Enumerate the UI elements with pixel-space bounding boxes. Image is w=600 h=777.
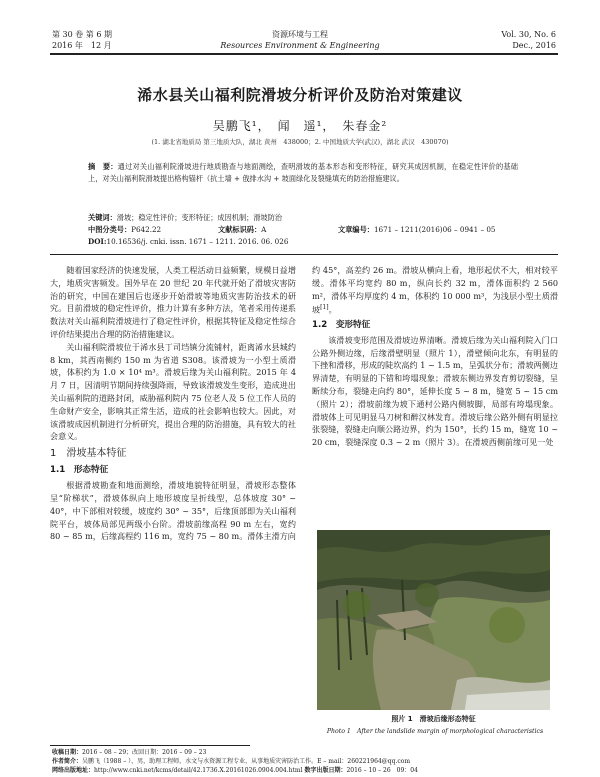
header-rule xyxy=(50,53,558,55)
footnote-author xyxy=(52,757,410,766)
journal-title-en: Resources Environment & Engineering xyxy=(220,41,380,50)
online-label: 网络出版地址： xyxy=(52,767,95,774)
clc-number xyxy=(88,224,161,235)
article-label: 文章编号： xyxy=(338,225,374,234)
intro-paragraph-1: 随着国家经济的快速发展，人类工程活动日益频繁，规模日益增大，地质灾害频发。国外早在 20 世纪 20 年代就开始了滑坡灾害防治的研究，中国在建国后也逐步开始滑坡等地质灾害防治技术的研究。目前滑坡的稳定性评价，推力计算有多种方法，笔者采用传递系数法对关山福利院滑坡进行了稳定性评价，根据其特征及稳定性综合评价结果提出合理的防治措施建议。 xyxy=(50,265,296,339)
date-left: 2016 年 12 月 xyxy=(52,41,112,50)
continued-text: 约 45°，高差约 26 m。滑坡从横向上看，地形起伏不大，相对较平缓。滑体平均宽约 80 m，纵向长约 32 m，滑体面积约 2 560 m²，滑体平均厚度约 4 m，体积约 10 000 m³，为浅层小型土质滑坡 xyxy=(312,265,558,316)
continued-paragraph: 约 45°，高差约 26 m。滑坡从横向上看，地形起伏不大，相对较平缓。滑体平均宽约 80 m，纵向长约 32 m，滑体面积约 2 560 m²，滑体平均厚度约 4 m，体积约 10 000 m³，为浅层小型土质滑坡[1]。 xyxy=(312,265,558,316)
doc-value: A xyxy=(261,225,267,234)
photo-caption-cn: 照片 1 滑坡后缘形态特征 xyxy=(391,715,476,723)
photo-caption-en: Photo 1 After the landslide margin of morphological characteristics xyxy=(326,728,544,735)
keywords xyxy=(88,212,518,223)
section-1-2-paragraph: 该滑坡变形范围及滑坡边界清晰。滑坡后缘为关山福利院入门口公路外侧边缘，后缘滑壁明显（照片 1），滑壁倾向北东，有明显的下挫和滑移，形成的陡坎高约 1 ~ 1.5 m，呈弧状分布；滑坡两侧边界清楚，有明显的下错和垮塌现象；滑坡东侧边界发育剪切裂缝，呈断续分布，裂缝走向约 80°，延伸长度 5 ~ 8 m，缝宽 5 ~ 15 cm（照片 2）；滑坡前缘为坡下通村公路内侧坡脚，局部有垮塌现象。滑坡体上可见明显马刀树和醉汉林发育。滑坡后缘公路外侧有明显拉张裂缝，裂缝走向顺公路边界，约为 150°，长约 15 m，缝宽 10 ~ 20 cm，裂缝深度 0.3 ~ 2 m（照片 3）。在滑坡西侧前缘可见一处 xyxy=(312,334,558,448)
abstract-text: 通过对关山福利院滑坡进行地质勘查与地面测绘，查明滑坡的基本形态和变形特征，研究其成因机制，在稳定性评价的基础上，对关山福利院滑坡提出格构锚杆（抗土墙 + 戗排水沟 + 坡面绿化及裂缝填充的防治措施建议。 xyxy=(88,162,518,183)
section-1-1-heading: 1.1 形态特征 xyxy=(50,465,109,476)
keywords-text: 滑坡；稳定性评价；变形特征；成因机制；滑坡防治 xyxy=(116,213,283,222)
footnote-online xyxy=(52,766,418,775)
document-code xyxy=(218,224,266,235)
affiliation: (1. 湖北省地质局 第三地质大队，湖北 黄州 438000；2. 中国地质大学(武汉)，湖北 武汉 430070) xyxy=(151,138,449,146)
doi xyxy=(88,236,288,247)
left-column xyxy=(50,264,296,543)
right-column xyxy=(312,264,558,449)
doc-label: 文献标识码： xyxy=(218,225,262,234)
footnote-rule xyxy=(50,745,250,746)
online-time-label: 数字出版日期： xyxy=(304,767,347,774)
author-bio-label: 作者简介： xyxy=(52,758,83,765)
issue-left: 第 30 卷 第 6 期 xyxy=(52,30,112,39)
issue-right: Vol. 30, No. 6 xyxy=(501,30,556,39)
abstract-label: 摘 要： xyxy=(88,162,118,171)
abstract-rule xyxy=(50,254,558,255)
date-right: Dec., 2016 xyxy=(512,41,556,50)
abstract xyxy=(88,161,518,184)
doi-value: 10.16536/j. cnki. issn. 1671 – 1211. 2016. 06. 026 xyxy=(106,237,289,246)
intro-paragraph-2: 关山福利院滑坡位于浠水县丁司垱镇分流铺村，距离浠水县城约 8 km，其西南侧约 150 m 为省道 S308。该滑坡为一小型土质滑坡，体积约为 1.0 × 10⁴ m³。滑坡后缘为关山福利院。2015 年 4 月 7 日，因清明节期间持续强降雨，导致该滑坡发生变形，造成进出关山福利院的道路封闭，威胁福利院内 75 位老人及 5 位工作人员的生命财产安全，影响其正常生活，造成的社会影响也较大。因此，对该滑坡成因机制进行分析研究，提出合理的防治措施，具有较大的社会意义。 xyxy=(50,341,296,442)
received-label: 收稿日期： xyxy=(52,749,83,756)
author-list: 吴鹏飞¹， 闻 遥¹， 朱春金² xyxy=(212,119,388,133)
clc-label: 中图分类号： xyxy=(88,225,132,234)
section-1-2-heading: 1.2 变形特征 xyxy=(312,319,371,330)
footnote-received xyxy=(52,748,206,757)
clc-value: P642.22 xyxy=(131,225,162,234)
citation-1: [1] xyxy=(320,304,329,312)
online-url[interactable]: http://www.cnki.net/kcms/detail/42.1736.X.20161026.0904.004.html xyxy=(94,767,303,774)
section-1-heading: 1 滑坡基本特征 xyxy=(50,448,127,460)
section-1-1-paragraph: 根据滑坡勘查和地面测绘，滑坡地貌特征明显，滑坡形态整体呈“阶梯状”，滑坡体纵向上地形坡度呈折线型，总体坡度 30° ~ 40°，中下部相对较缓，坡度约 30° ~ 35°，后缘顶部即为关山福利院平台，坡体局部见两级小台阶。滑坡前缘高程 90 m 左右，宽约 80 ~ 85 m，后缘高程约 116 m，宽约 75 ~ 80 m。滑体主滑方向 xyxy=(50,480,296,542)
received-value: 2016 – 08 – 29；改回日期：2016 – 09 – 23 xyxy=(82,749,207,756)
article-value: 1671 – 1211(2016)06 – 0941 – 05 xyxy=(373,225,496,234)
landslide-photo-art xyxy=(317,530,550,710)
journal-title-cn: 资源环境与工程 xyxy=(272,30,328,39)
paper-title: 浠水县关山福利院滑坡分析评价及防治对策建议 xyxy=(137,86,463,104)
online-time: 2016 – 10 – 26 09：04 xyxy=(346,767,418,774)
doi-label: DOI: xyxy=(88,237,107,246)
keywords-label: 关键词： xyxy=(88,213,117,222)
landslide-photo xyxy=(317,530,550,710)
author-bio: 吴鹏飞（1988 – ），男，助理工程师，水文与水资源工程专业，从事地质灾害防治工作。E – mail：260221964@qq.com xyxy=(82,758,411,765)
article-number xyxy=(338,224,496,235)
